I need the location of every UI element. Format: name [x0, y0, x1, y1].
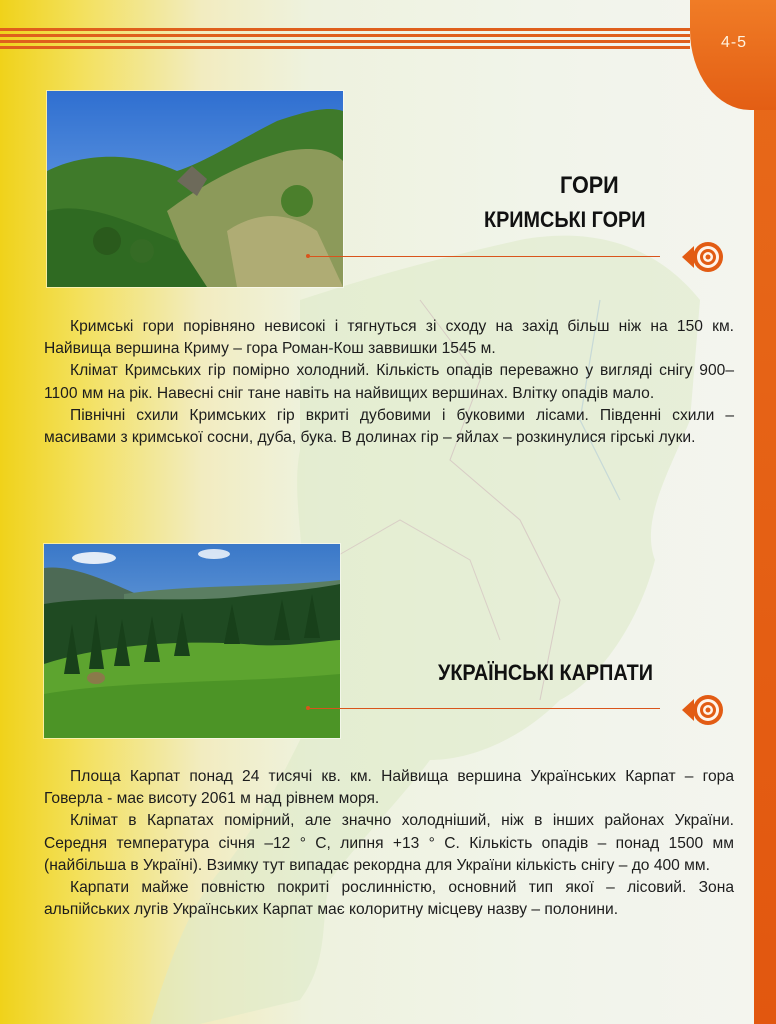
paragraph: Клімат Кримських гір помірно холодний. Кількість опадів переважно у вигляді снігу 900–1100 мм на рік. Навесні сніг тане навіть на найвищих вершинах. Влітку опадів мало. — [44, 362, 734, 402]
paragraph: Карпати майже повністю покриті рослинністю, основний тип якої – лісовий. Зона альпійських лугів Українських Карпат має колоритну місцеву назву – полонини. — [44, 879, 734, 919]
carpathians-heading: УКРАЇНСЬКІ КАРПАТИ — [438, 660, 654, 685]
pointer-line — [310, 256, 660, 257]
header-stripes — [0, 28, 700, 50]
paragraph: Площа Карпат понад 24 тисячі кв. км. Найвища вершина Українських Карпат – гора Говерла - має висоту 2061 м над рівнем моря. — [44, 768, 734, 808]
pointer-line — [310, 708, 660, 709]
carpathians-text — [44, 766, 734, 921]
crimean-mountains-photo — [47, 91, 343, 287]
paragraph: Північні схили Кримських гір вкриті дубовими і буковими лісами. Південні схили – масивами з кримської сосни, дуба, бука. В долинах гір – яйлах – розкинулися гірські луки. — [44, 406, 734, 447]
crimean-mountains-heading: КРИМСЬКІ ГОРИ — [484, 207, 646, 232]
carpathians-photo — [44, 544, 340, 738]
target-icon — [680, 693, 726, 727]
target-icon — [680, 240, 726, 274]
section-title: ГОРИ — [560, 172, 619, 199]
paragraph: Клімат в Карпатах помірний, але значно холодніший, ніж в інших районах України. Середня температура січня –12 ° С, липня +13 ° С. Кількість опадів – понад 1500 мм (найбільша в Україні). Взимку тут випадає рекордна для України кількість снігу – до 400 мм. — [44, 812, 734, 874]
side-accent-bar — [754, 0, 776, 1024]
paragraph: Кримські гори порівняно невисокі і тягнуться зі сходу на захід більш ніж на 150 км. Найвища вершина Криму – гора Роман-Кош заввишки 1545 м. — [44, 318, 734, 358]
page-number: 4-5 — [720, 34, 748, 51]
crimean-mountains-text — [44, 316, 734, 449]
